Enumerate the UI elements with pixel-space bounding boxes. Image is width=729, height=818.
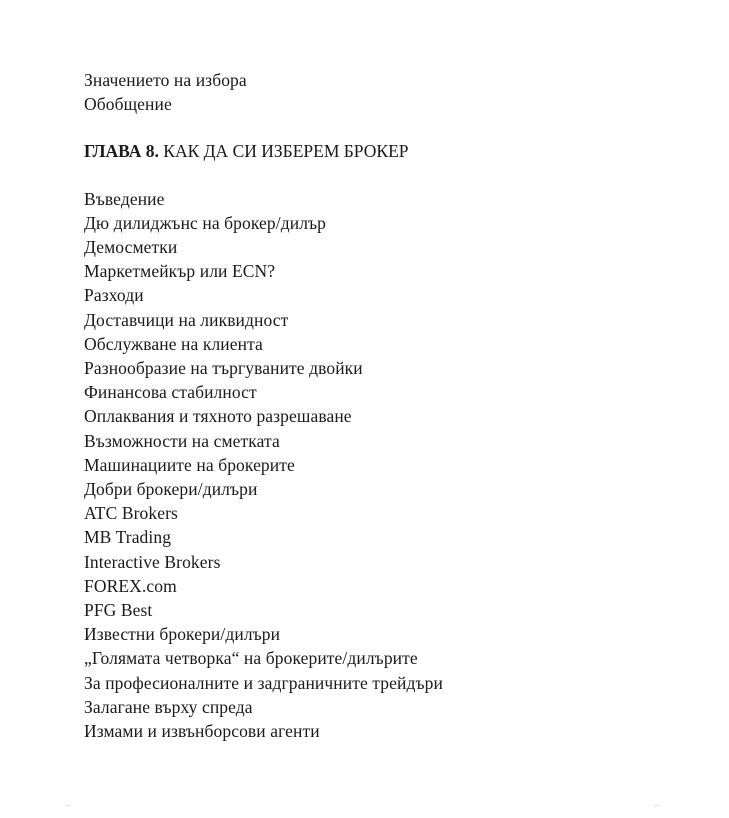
list-item: „Голямата четворка“ на брокерите/дилърите — [84, 648, 418, 669]
list-item: Разходи — [84, 285, 144, 306]
list-item: Значението на избора — [84, 70, 247, 90]
list-item: Въведение — [84, 188, 165, 209]
list-item: Обобщение — [84, 94, 172, 115]
list-item: Известни брокери/дилъри — [84, 624, 281, 645]
list-item: Interactive Brokers — [84, 551, 221, 572]
list-item: ATC Brokers — [84, 503, 178, 524]
chapter-heading — [84, 139, 689, 163]
list-item: Обслужване на клиента — [84, 333, 263, 354]
list-item: Възможности на сметката — [84, 430, 280, 451]
list-item: Дю дилиджънс на брокер/дилър — [84, 212, 327, 233]
list-item: Добри брокери/дилъри — [84, 479, 258, 500]
chapter-title: КАК ДА СИ ИЗБЕРЕМ БРОКЕР — [158, 141, 409, 162]
toc-section-after — [84, 187, 689, 744]
page-footer — [0, 800, 729, 818]
list-item: Финансова стабилност — [84, 382, 257, 403]
list-item: За професионалните и задграничните трейдъри — [84, 672, 443, 693]
list-item: Демосметки — [84, 237, 178, 258]
chapter-number: ГЛАВА 8. — [84, 141, 159, 162]
list-item: Оплаквания и тяхното разрешаване — [84, 406, 352, 427]
toc-section-before — [84, 68, 689, 116]
footer-mark-right: ⌐ — [655, 800, 661, 810]
list-item: Измами и извънборсови агенти — [84, 721, 320, 742]
list-item: Маркетмейкър или ECN? — [84, 261, 276, 282]
list-item: Доставчици на ликвидност — [84, 309, 289, 330]
table-of-contents — [84, 68, 689, 743]
list-item: FOREX.com — [84, 575, 177, 596]
list-item: Залагане върху спреда — [84, 696, 253, 717]
list-item: Машинациите на брокерите — [84, 454, 295, 475]
list-item: PFG Best — [84, 600, 153, 621]
list-item: Разнообразие на търгуваните двойки — [84, 358, 363, 379]
list-item: MB Trading — [84, 527, 172, 548]
footer-mark-left: ⌐ — [66, 800, 72, 810]
